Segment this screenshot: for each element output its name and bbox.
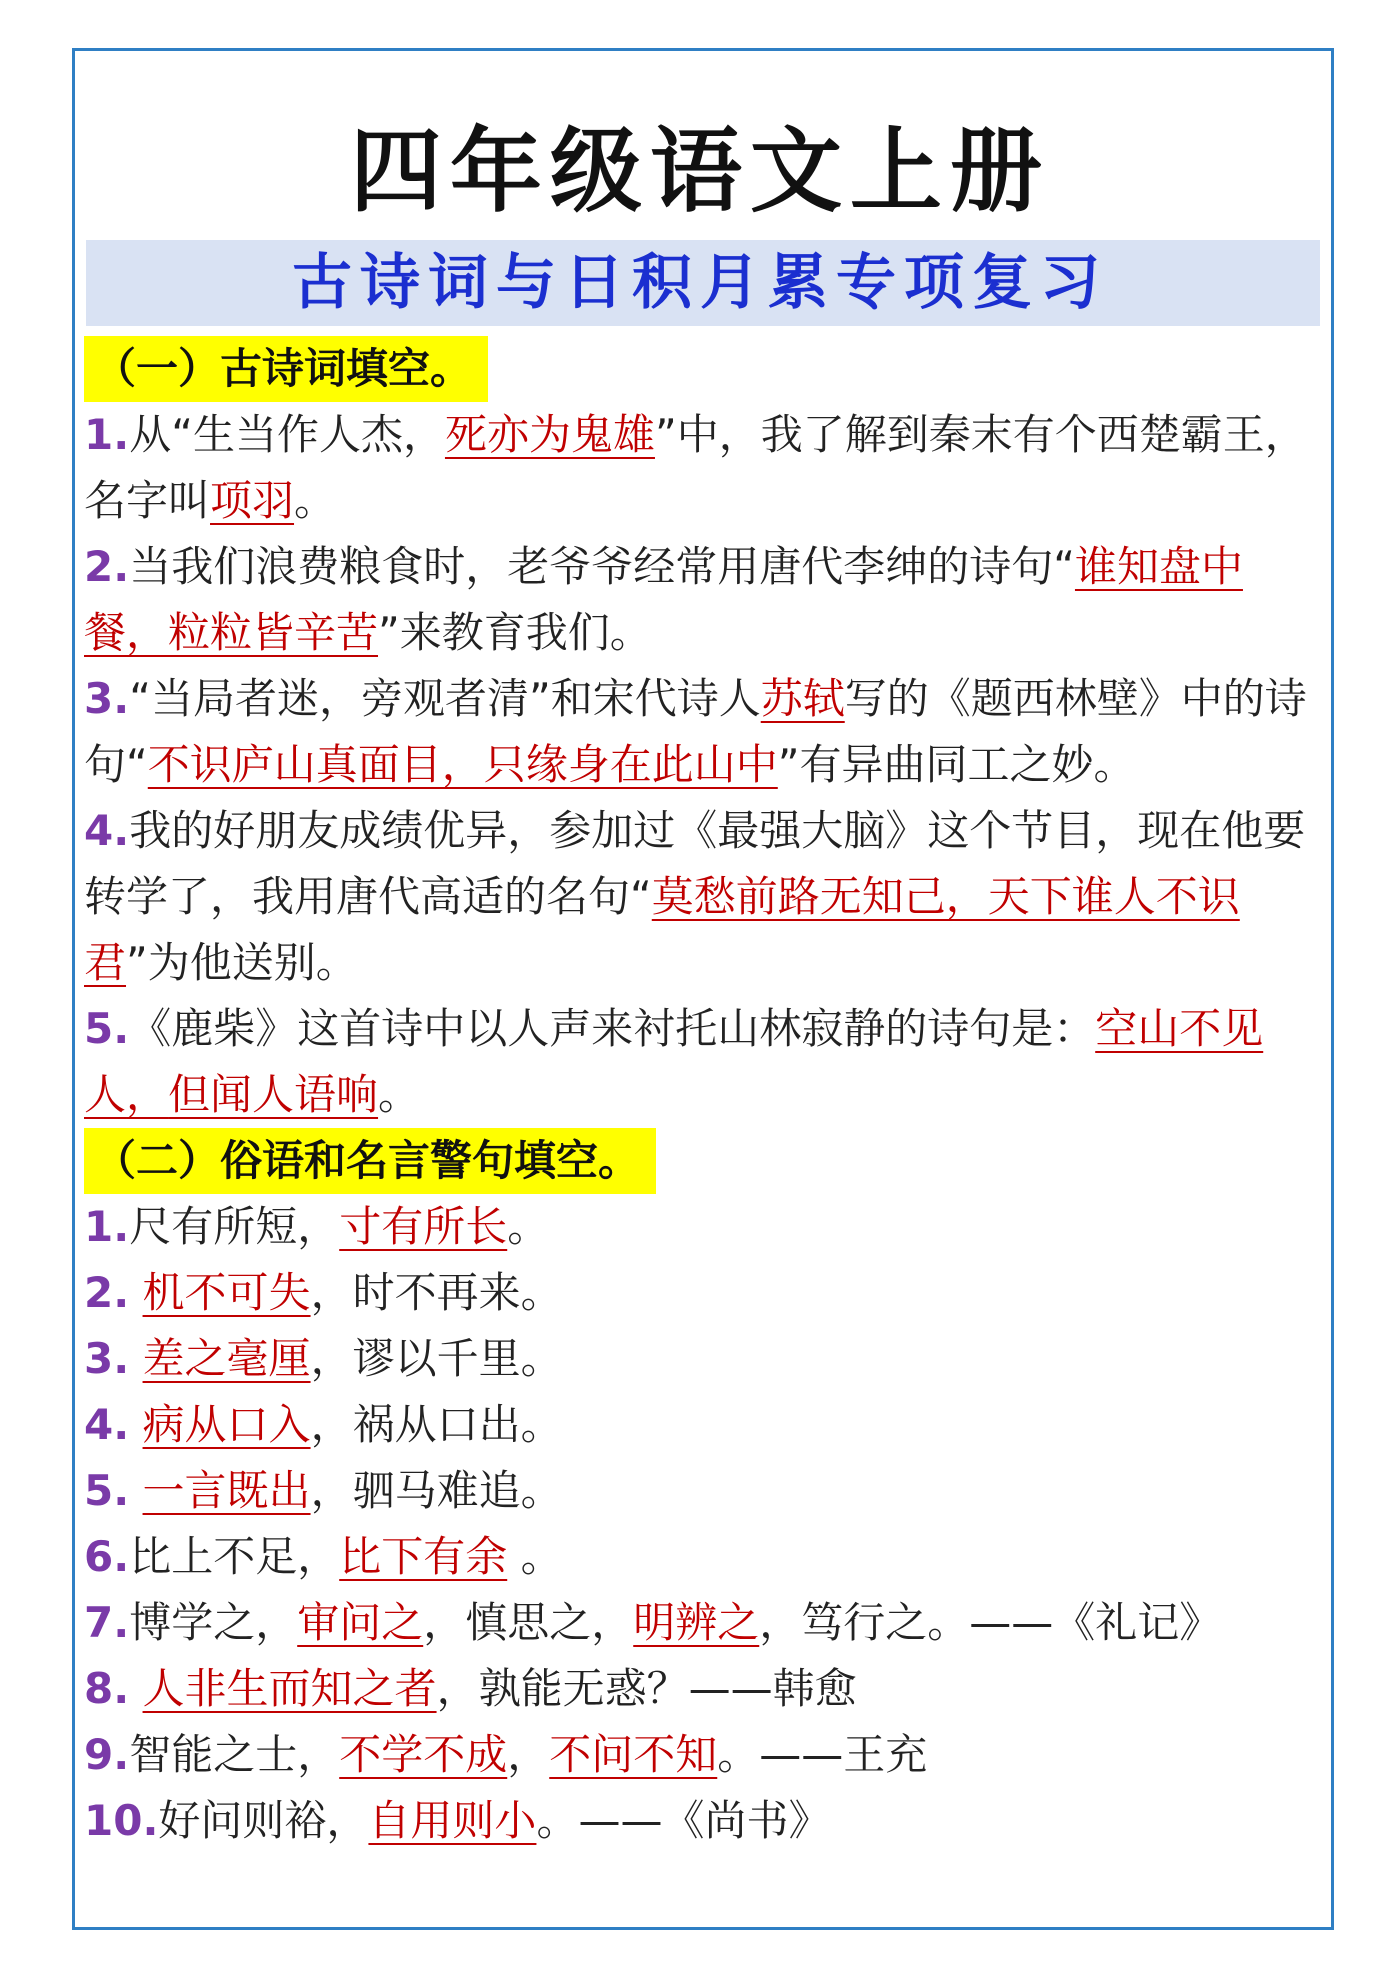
answer-text: 病从口入 [142,1400,311,1449]
question-text: ，慎思之， [423,1598,634,1647]
question-text: ”有异曲同工之妙。 [777,740,1136,789]
answer-text: 机不可失 [142,1268,311,1317]
page-title: 四年级语文上册 [349,117,1050,225]
question-text: 比上不足， [129,1532,340,1581]
question-number: 3. [84,674,130,723]
question-text: “当局者迷，旁观者清”和宋代诗人 [129,674,761,723]
question-text: ，驷马难追。 [310,1466,563,1515]
question-text: 。 [378,1070,421,1119]
answer-text: 一言既出 [142,1466,311,1515]
answer-text: 明辨之 [633,1598,760,1647]
page-subtitle: 古诗词与日积月累专项复习 [292,248,1108,318]
answer-text: 谁知盘中餐，粒粒皆辛苦 [84,542,1243,657]
question-text: 好问则裕， [158,1796,369,1845]
answer-text: 不学不成 [339,1730,508,1779]
question-text: 。——《尚书》 [536,1796,831,1845]
proverb-8 [84,1656,1324,1722]
question-text: 。——王充 [717,1730,928,1779]
question-number: 4. [84,1400,130,1449]
question-number: 5. [84,1004,130,1053]
question-text: ， [507,1730,550,1779]
question-number: 2. [84,1268,130,1317]
answer-text: 审问之 [297,1598,424,1647]
question-text: 《鹿柴》这首诗中以人声来衬托山林寂静的诗句是： [129,1004,1096,1053]
question-text: 。 [294,476,337,525]
answer-text: 莫愁前路无知己，天下谁人不识君 [84,872,1240,987]
question-number: 1. [84,1202,130,1251]
proverb-7 [84,1590,1324,1656]
question-text: ，孰能无惑？——韩愈 [436,1664,857,1713]
worksheet-content [84,336,1324,1854]
proverb-3 [84,1326,1324,1392]
answer-text: 死亦为鬼雄 [444,410,655,459]
question-text: ”来教育我们。 [378,608,652,657]
answer-text: 苏轼 [760,674,845,723]
question-text: 。 [520,1532,563,1581]
question-text: ，时不再来。 [310,1268,563,1317]
question-number: 4. [84,806,130,855]
question-text: 尺有所短， [129,1202,340,1251]
answer-text: 差之毫厘 [142,1334,311,1383]
question-text: ，祸从口出。 [310,1400,563,1449]
question-3 [84,666,1324,798]
question-number: 2. [84,542,130,591]
question-1 [84,402,1324,534]
proverb-6 [84,1524,1324,1590]
question-5 [84,996,1324,1128]
answer-text: ， [126,1070,169,1119]
proverb-10 [84,1788,1324,1854]
proverb-2 [84,1260,1324,1326]
question-number: 3. [84,1334,130,1383]
answer-text: 不识庐山真面目，只缘身在此山中 [147,740,778,789]
question-2 [84,534,1324,666]
question-text: 。 [507,1202,550,1251]
answer-text: 项羽 [210,476,295,525]
section-heading-poetry: （一）古诗词填空。 [84,336,488,402]
answer-text: 寸有所长 [339,1202,508,1251]
question-number: 1. [84,410,130,459]
section-heading-proverbs: （二）俗语和名言警句填空。 [84,1128,656,1194]
answer-text: 不问不知 [549,1730,718,1779]
question-text: 博学之， [129,1598,298,1647]
question-text: ，谬以千里。 [310,1334,563,1383]
question-text: 智能之士， [129,1730,340,1779]
question-number: 5. [84,1466,130,1515]
proverb-1 [84,1194,1324,1260]
answer-text: 自用则小 [368,1796,537,1845]
question-text: 当我们浪费粮食时，老爷爷经常用唐代李绅的诗句“ [129,542,1075,591]
question-number: 6. [84,1532,130,1581]
question-number: 7. [84,1598,130,1647]
question-text: ，笃行之。——《礼记》 [759,1598,1222,1647]
answer-text: 比下有余 [339,1532,508,1581]
question-text: 我的好朋友成绩优异，参加过《最强大脑》这个节目，现在他要转学了，我用唐代高适的名句“ [84,806,1306,921]
question-text: ”为他送别。 [126,938,358,987]
proverb-9 [84,1722,1324,1788]
question-number: 10. [84,1796,159,1845]
question-number: 9. [84,1730,130,1779]
answer-text: 人非生而知之者 [142,1664,437,1713]
answer-text: 但闻人语响 [168,1070,379,1119]
answer-text: 空山不见人 [84,1004,1264,1119]
question-number: 8. [84,1664,130,1713]
question-4 [84,798,1324,996]
proverb-4 [84,1392,1324,1458]
question-text: ”中，我了解到秦末有个西楚霸王，名字叫 [84,410,1307,525]
question-text: 从“生当作人杰， [129,410,445,459]
proverb-5 [84,1458,1324,1524]
question-text: 写的《题西林壁》中的诗句“ [84,674,1307,789]
